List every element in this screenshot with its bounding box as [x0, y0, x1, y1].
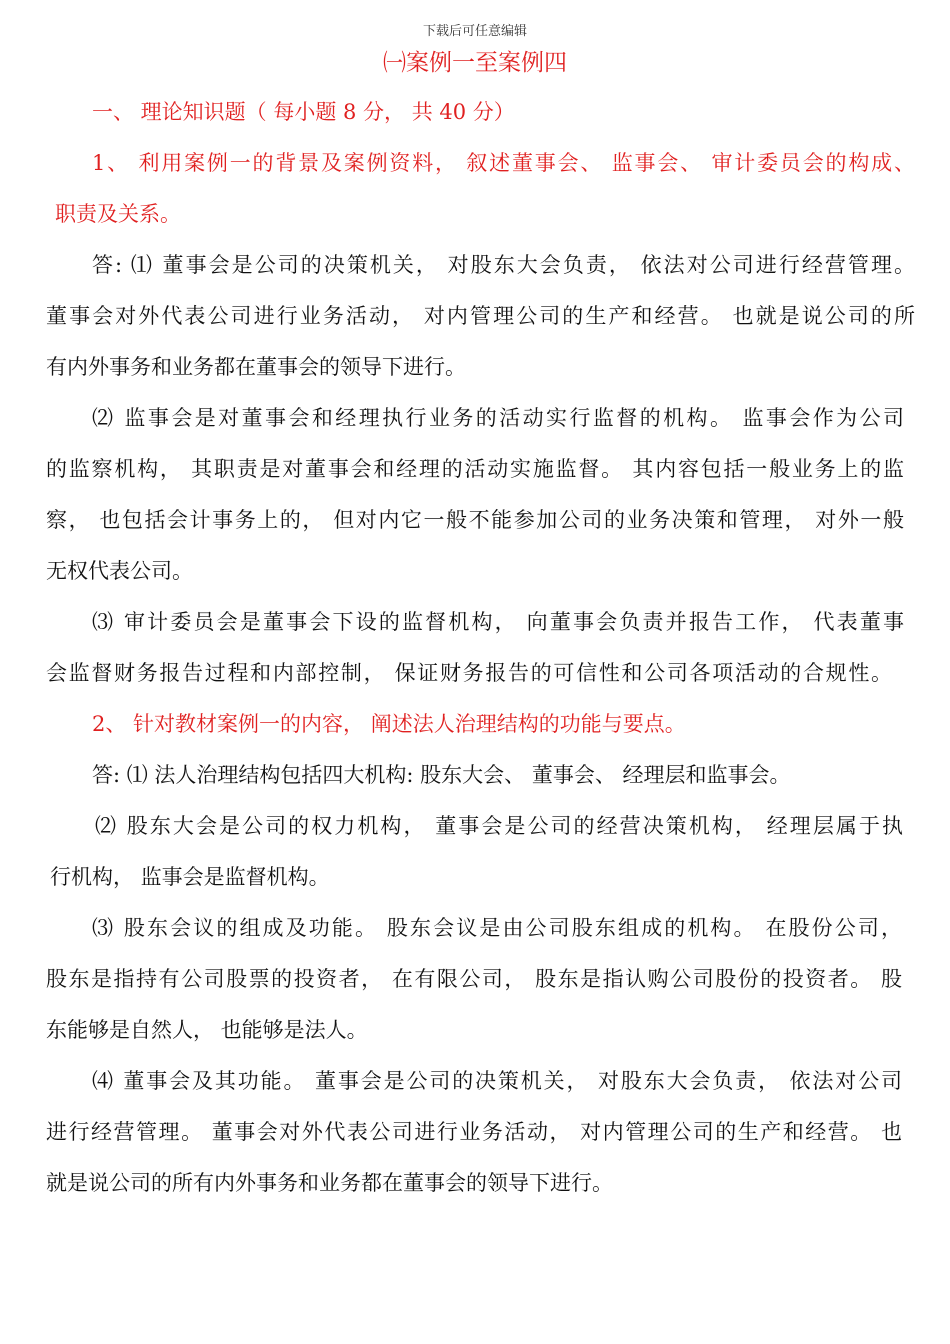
question-1-line-2: 职责及关系。 [55, 202, 181, 226]
document-title: ㈠案例一至案例四 [383, 50, 567, 76]
answer-2-3-line-1: ⑶ 股东会议的组成及功能。 股东会议是由公司股东组成的机构。 在股份公司， [92, 916, 902, 940]
answer-1-3-line-1: ⑶ 审计委员会是董事会下设的监督机构， 向董事会负责并报告工作， 代表董事 [92, 610, 904, 634]
answer-2-2-line-2: 行机构， 监事会是监督机构。 [50, 865, 330, 889]
answer-2-2-line-1: ⑵ 股东大会是公司的权力机构， 董事会是公司的经营决策机构， 经理层属于执 [95, 814, 903, 838]
answer-1-2-line-2: 的监察机构， 其职责是对董事会和经理的活动实施监督。 其内容包括一般业务上的监 [46, 457, 904, 481]
answer-2-4-line-1: ⑷ 董事会及其功能。 董事会是公司的决策机关， 对股东大会负责， 依法对公司 [92, 1069, 902, 1093]
answer-1-2-line-3: 察， 也包括会计事务上的， 但对内它一般不能参加公司的业务决策和管理， 对外一般 [46, 508, 904, 532]
answer-1-1-line-1: 答: ⑴ 董事会是公司的决策机关， 对股东大会负责， 依法对公司进行经营管理。 [92, 253, 915, 277]
answer-1-1-line-2: 董事会对外代表公司进行业务活动， 对内管理公司的生产和经营。 也就是说公司的所 [46, 304, 915, 328]
section-heading: 一、 理论知识题（ 每小题 8 分， 共 40 分） [92, 100, 515, 124]
answer-1-1-line-3: 有内外事务和业务都在董事会的领导下进行。 [46, 355, 466, 379]
answer-2-3-line-2: 股东是指持有公司股票的投资者， 在有限公司， 股东是指认购公司股份的投资者。 股 [46, 967, 902, 991]
answer-1-2-line-1: ⑵ 监事会是对董事会和经理执行业务的活动实行监督的机构。 监事会作为公司 [92, 406, 904, 430]
answer-2-4-line-3: 就是说公司的所有内外事务和业务都在董事会的领导下进行。 [46, 1171, 613, 1195]
answer-2-1: 答: ⑴ 法人治理结构包括四大机构: 股东大会、 董事会、 经理层和监事会。 [92, 763, 791, 787]
page-header: 下载后可任意编辑 [422, 24, 527, 39]
question-1-line-1: 1、 利用案例一的背景及案例资料， 叙述董事会、 监事会、 审计委员会的构成、 [92, 151, 915, 175]
answer-1-3-line-2: 会监督财务报告过程和内部控制， 保证财务报告的可信性和公司各项活动的合规性。 [46, 661, 892, 685]
answer-1-2-line-4: 无权代表公司。 [46, 559, 193, 583]
answer-2-3-line-3: 东能够是自然人， 也能够是法人。 [46, 1018, 368, 1042]
question-2: 2、 针对教材案例一的内容， 阐述法人治理结构的功能与要点。 [92, 712, 686, 736]
answer-2-4-line-2: 进行经营管理。 董事会对外代表公司进行业务活动， 对内管理公司的生产和经营。 也 [46, 1120, 902, 1144]
